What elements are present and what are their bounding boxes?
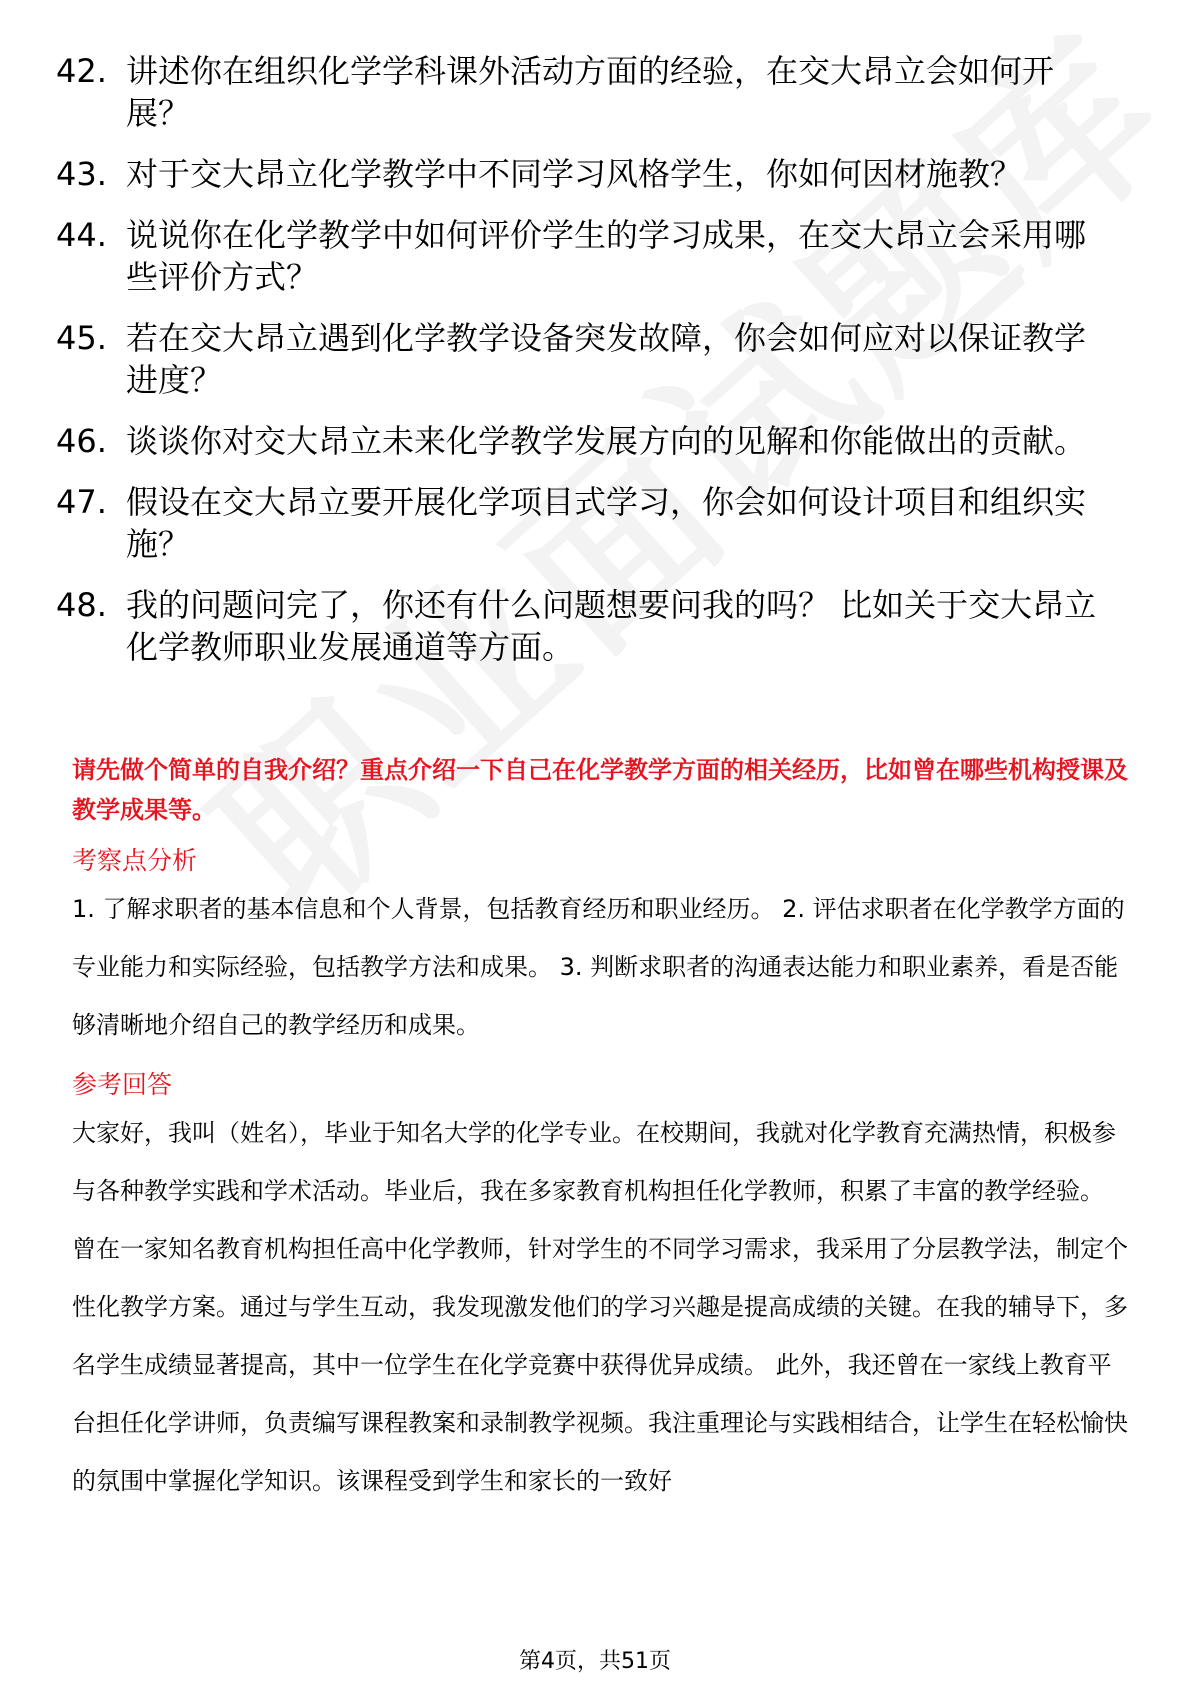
answer-section	[72, 750, 1128, 1510]
question-number: 43.	[56, 155, 107, 193]
question-item	[56, 50, 1116, 134]
question-text: 对于交大昂立化学教学中不同学习风格学生，你如何因材施教？	[126, 155, 1023, 193]
question-number: 48.	[56, 586, 107, 624]
question-number: 44.	[56, 216, 107, 254]
reference-heading: 参考回答	[72, 1070, 173, 1099]
question-number: 42.	[56, 52, 107, 90]
question-item	[56, 420, 1116, 462]
question-item	[56, 584, 1116, 668]
page-number: 第4页，共51页	[519, 1649, 671, 1674]
highlight-question: 请先做个简单的自我介绍？重点介绍一下自己在化学教学方面的相关经历，比如曾在哪些机构授课及教学成果等。	[72, 756, 1128, 824]
question-item	[56, 481, 1116, 565]
question-text: 若在交大昂立遇到化学教学设备突发故障，你会如何应对以保证教学进度？	[126, 319, 1087, 399]
question-text: 假设在交大昂立要开展化学项目式学习，你会如何设计项目和组织实施？	[126, 483, 1087, 563]
reference-text: 大家好，我叫（姓名），毕业于知名大学的化学专业。在校期间，我就对化学教育充满热情，积极参与各种教学实践和学术活动。毕业后，我在多家教育机构担任化学教师，积累了丰富的教学经验。 曾在一家知名教育机构担任高中化学教师，针对学生的不同学习需求，我采用了分层教学法，制定个性化教学方案。通过与学生互动，我发现激发他们的学习兴趣是提高成绩的关键。在我的辅导下，多名学生成绩显著提高，其中一位学生在化学竞赛中获得优异成绩。 此外，我还曾在一家线上教育平台担任化学讲师，负责编写课程教案和录制教学视频。我注重理论与实践相结合，让学生在轻松愉快的氛围中掌握化学知识。该课程受到学生和家长的一致好	[72, 1119, 1128, 1495]
question-text: 谈谈你对交大昂立未来化学教学发展方向的见解和你能做出的贡献。	[126, 422, 1087, 460]
question-text: 讲述你在组织化学学科课外活动方面的经验，在交大昂立会如何开展？	[126, 52, 1055, 132]
analysis-heading: 考察点分析	[72, 846, 198, 875]
question-number: 45.	[56, 319, 107, 357]
question-item	[56, 214, 1116, 298]
question-item	[56, 317, 1116, 401]
question-number: 47.	[56, 483, 107, 521]
question-number: 46.	[56, 422, 107, 460]
question-list	[56, 50, 1116, 687]
question-text: 我的问题问完了，你还有什么问题想要问我的吗？ 比如关于交大昂立化学教师职业发展通道等方面。	[126, 586, 1097, 666]
question-item	[56, 153, 1116, 195]
analysis-text: 1. 了解求职者的基本信息和个人背景，包括教育经历和职业经历。 2. 评估求职者在化学教学方面的专业能力和实际经验，包括教学方法和成果。 3. 判断求职者的沟通表达能力和职业素养，看是否能够清晰地介绍自己的教学经历和成果。	[72, 895, 1125, 1039]
question-text: 说说你在化学教学中如何评价学生的学习成果，在交大昂立会采用哪些评价方式？	[126, 216, 1087, 296]
